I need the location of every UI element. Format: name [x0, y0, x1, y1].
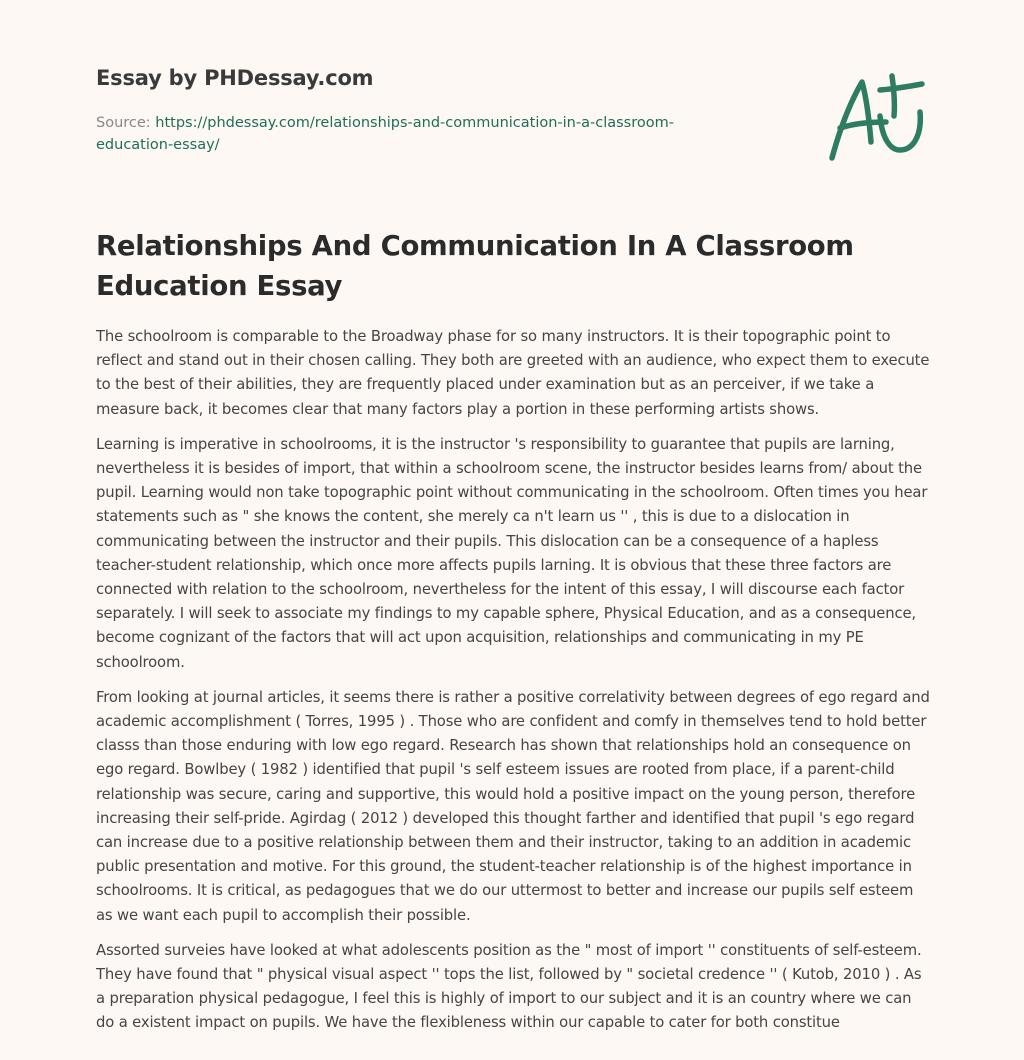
essay-paragraph: Learning is imperative in schoolrooms, it is the instructor 's responsibility to guarantee that pupils are larning, nevertheless it is besides of import, that within a schoolroom scene, the instructor besides learns from/ about the pupil. Learning would non take topographic point without communicating in the schoolroom. Often times you hear statements such as " she knows the content, she merely ca n't learn us '' , this is due to a dislocation in communicating between the instructor and their pupils. This dislocation can be a consequence of a hapless teacher-student relationship, which once more affects pupils larning. It is obvious that these three factors are connected with relation to the schoolroom, nevertheless for the intent of this essay, I will discourse each factor separately. I will seek to associate my findings to my capable sphere, Physical Education, and as a consequence, become cognizant of the factors that will act upon acquisition, relationships and communicating in my PE schoolroom.: [96, 435, 928, 671]
essay-paragraph: The schoolroom is comparable to the Broadway phase for so many instructors. It is their topographic point to reflect and stand out in their chosen calling. They both are greeted with an audience, who expect them to execute to the best of their abilities, they are frequently placed under examination but as an perceiver, if we take a measure back, it becomes clear that many factors play a portion in these performing artists shows.: [96, 328, 930, 418]
source-label: Source:: [96, 115, 151, 131]
essay-body: [96, 325, 932, 1047]
essay-paragraph: Assorted surveies have looked at what adolescents position as the " most of import '' constituents of self-esteem. They have found that " physical visual aspect '' tops the list, followed by " societal credence '' ( Kutob, 2010 ) . As a preparation physical pedagogue, I feel this is highly of import to our subject and it is an country where we can do a existent impact on pupils. We have the flexibleness within our capable to cater for both constitue: [96, 941, 922, 1032]
site-title: Essay by PHDessay.com: [96, 66, 374, 90]
essay-paragraph: From looking at journal articles, it seems there is rather a positive correlativity between degrees of ego regard and academic accomplishment ( Torres, 1995 ) . Those who are confident and comfy in themselves tend to hold better classs than those enduring with low ego regard. Research has shown that relationships hold an consequence on ego regard. Bowlbey ( 1982 ) identified that pupil 's self esteem issues are rooted from place, if a parent-child relationship was secure, caring and supportive, this would hold a positive impact on the young person, therefore increasing their self-pride. Agirdag ( 2012 ) developed this thought farther and identified that pupil 's ego regard can increase due to a positive relationship between them and their instructor, taking to an addition in academic public presentation and motive. For this ground, the student-teacher relationship is of the highest importance in schoolrooms. It is critical, as pedagogues that we do our uttermost to better and increase our pupils self esteem as we want each pupil to accomplish their possible.: [96, 688, 930, 924]
source-line: [96, 112, 736, 156]
a-plus-grade-icon: [822, 66, 926, 166]
essay-title: Relationships And Communication In A Classroom Education Essay: [96, 230, 854, 302]
source-link[interactable]: https://phdessay.com/relationships-and-communication-in-a-classroom-education-essay/: [96, 115, 674, 153]
